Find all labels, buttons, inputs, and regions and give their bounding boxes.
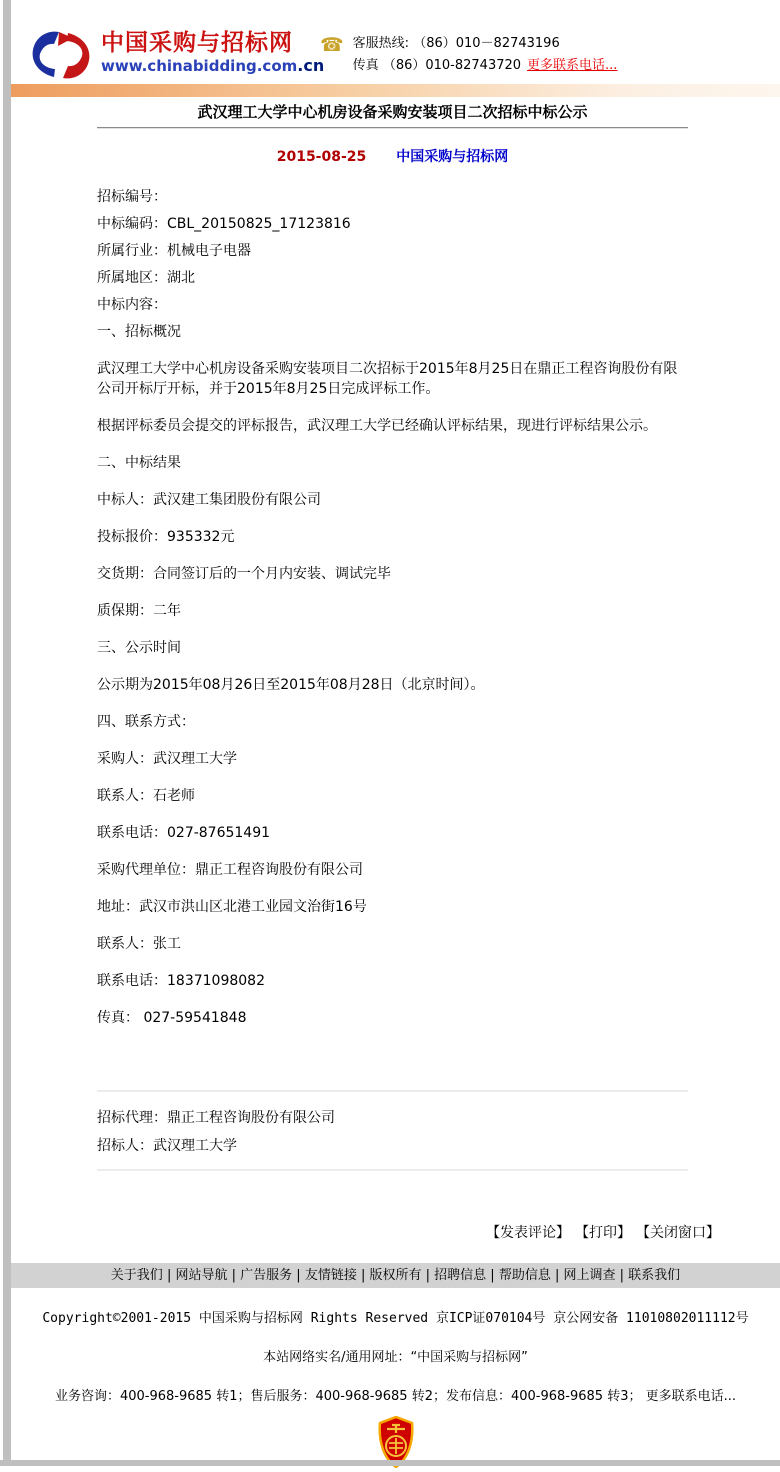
footer-nav-link[interactable]: | 招聘信息 <box>422 1268 487 1283</box>
article-paragraph: 联系人：石老师 <box>97 788 195 804</box>
site-url <box>101 56 324 76</box>
footer-nav-link[interactable]: | 网站导航 <box>163 1268 228 1283</box>
logo-text <box>101 31 324 76</box>
article-paragraph: 所属行业：机械电子电器 <box>97 243 251 259</box>
footer-nav-link[interactable]: | 广告服务 <box>227 1268 292 1283</box>
window-left-border <box>3 0 11 1466</box>
footer-nav-link[interactable]: | 版权所有 <box>357 1268 422 1283</box>
fax-line <box>353 58 618 73</box>
article-date: 2015-08-25 <box>276 149 367 165</box>
action-link[interactable]: 【发表评论】 <box>486 1225 570 1241</box>
fax-label: 传真 <box>352 58 379 73</box>
signature-block <box>97 1108 688 1156</box>
article-body <box>97 187 688 1028</box>
site-header <box>11 0 780 84</box>
footer-nav <box>11 1263 780 1288</box>
article-paragraph: 地址：武汉市洪山区北港工业园文治街16号 <box>97 899 367 915</box>
article-paragraph: 四、联系方式： <box>97 714 195 730</box>
article-paragraph: 所属地区：湖北 <box>97 270 195 286</box>
hotline-line <box>353 36 618 51</box>
title-divider <box>97 127 688 129</box>
service-phone-line: 业务咨询：400-968-9685 转1；售后服务：400-968-9685 转2；发布信息：400-968-9685 转3； 更多联系电话... <box>54 1389 736 1404</box>
site-name: 中国采购与招标网 <box>101 30 293 56</box>
article-paragraph: 根据评标委员会提交的评标报告，武汉理工大学已经确认评标结果，现进行评标结果公示。 <box>97 418 657 434</box>
action-link[interactable]: 【打印】 <box>582 1225 631 1241</box>
article-paragraph: 采购代理单位：鼎正工程咨询股份有限公司 <box>97 862 363 878</box>
fax-number: （86）010-82743720 <box>382 58 522 73</box>
action-link[interactable]: 【关闭窗口】 <box>643 1225 720 1241</box>
article-title: 武汉理工大学中心机房设备采购安装项目二次招标中标公示 <box>197 103 588 121</box>
article-meta <box>97 146 688 166</box>
page-content <box>11 0 780 1472</box>
footer-nav-link[interactable]: | 网上调查 <box>551 1268 616 1283</box>
article-paragraph: 二、中标结果 <box>97 455 181 471</box>
article-paragraph: 三、公示时间 <box>97 640 181 656</box>
site-logo[interactable] <box>28 31 324 79</box>
article-paragraph: 投标报价：935332元 <box>97 529 235 545</box>
window-bottom-border <box>0 1460 780 1466</box>
signature-line: 招标人：武汉理工大学 <box>97 1138 237 1154</box>
signature-divider-top <box>97 1090 688 1092</box>
contact-lines <box>353 36 618 73</box>
header-contact <box>320 36 617 73</box>
article-paragraph: 联系电话：18371098082 <box>97 973 265 989</box>
footer-nav-link[interactable]: | 帮助信息 <box>486 1268 551 1283</box>
signature-line: 招标代理：鼎正工程咨询股份有限公司 <box>97 1110 335 1126</box>
header-divider-bar <box>11 84 780 97</box>
article-paragraph: 武汉理工大学中心机房设备采购安装项目二次招标于2015年8月25日在鼎正工程咨询股份有限公司开标厅开标，并于2015年8月25日完成评标工作。 <box>97 361 678 397</box>
signature-divider-bottom <box>97 1169 688 1171</box>
hotline-label: 客服热线: <box>352 36 410 51</box>
site-footer <box>11 1263 780 1472</box>
article-paragraph: 联系电话：027-87651491 <box>97 825 271 841</box>
article-paragraph: 招标编号： <box>97 189 167 205</box>
hotline-number: （86）010－82743196 <box>413 36 560 51</box>
footer-nav-link[interactable]: | 联系我们 <box>616 1268 681 1283</box>
article-paragraph: 采购人：武汉理工大学 <box>97 751 237 767</box>
article-paragraph: 一、招标概况 <box>97 324 181 340</box>
article-paragraph: 联系人：张工 <box>97 936 181 952</box>
telephone-icon: ☎ <box>320 34 344 56</box>
article <box>97 97 720 1243</box>
article-paragraph: 传真： 027-59541848 <box>97 1010 247 1026</box>
article-source-link[interactable]: 中国采购与招标网 <box>396 149 509 165</box>
more-contacts-link[interactable]: 更多联系电话... <box>527 58 618 73</box>
copyright-line: Copyright©2001-2015 中国采购与招标网 Rights Reserved 京ICP证070104号 京公网安备 11010802011112号 <box>42 1311 749 1326</box>
article-actions <box>97 1223 720 1243</box>
article-paragraph: 中标人：武汉建工集团股份有限公司 <box>97 492 321 508</box>
article-paragraph: 中标内容： <box>97 297 167 313</box>
site-realname-line: 本站网络实名/通用网址：“中国采购与招标网” <box>263 1350 528 1365</box>
circular-arrows-logo-icon <box>28 31 94 79</box>
site-url-main: www.chinabidding.com <box>101 57 298 75</box>
footer-nav-link[interactable]: | 友情链接 <box>292 1268 357 1283</box>
article-paragraph: 公示期为2015年08月26日至2015年08月28日（北京时间）。 <box>97 677 485 693</box>
article-paragraph: 中标编码：CBL_20150825_17123816 <box>97 216 351 232</box>
footer-nav-link[interactable]: 关于我们 <box>110 1268 163 1283</box>
article-paragraph: 交货期：合同签订后的一个月内安装、调试完毕 <box>97 566 391 582</box>
site-url-tld: .cn <box>297 56 325 75</box>
article-paragraph: 质保期：二年 <box>97 603 181 619</box>
